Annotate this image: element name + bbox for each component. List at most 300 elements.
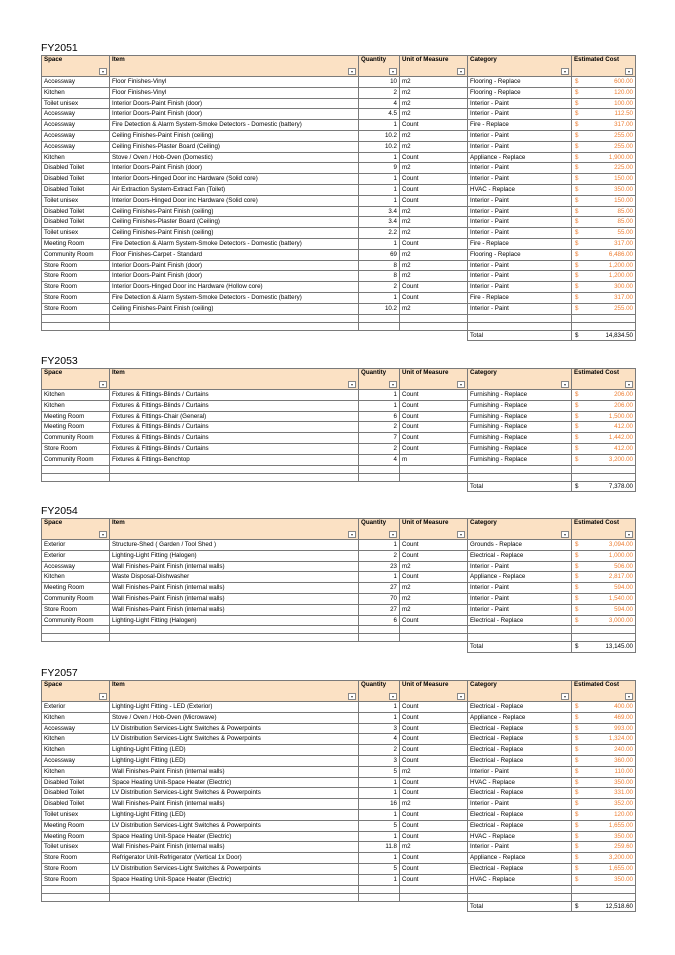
blank-cell (400, 314, 468, 322)
table-cell: Electrical - Replace (468, 723, 572, 734)
column-header (42, 369, 110, 390)
quantity-cell: 2.2 (359, 228, 400, 239)
cost-value: 206.00 (614, 401, 633, 409)
quantity-cell: 10.2 (359, 303, 400, 314)
table-row (42, 195, 636, 206)
table-row (42, 755, 636, 766)
table-cell: Electrical - Replace (468, 702, 572, 713)
column-header (42, 681, 110, 702)
table-cell: Ceiling Finishes-Plaster Board (Ceiling) (110, 141, 359, 152)
table-cell: LV Distribution Services-Light Switches & Powerpoints (110, 723, 359, 734)
section-fy2053 (41, 355, 635, 492)
currency-symbol: $ (575, 304, 579, 312)
quantity-cell: 2 (359, 745, 400, 756)
table-cell: m2 (400, 163, 468, 174)
filter-dropdown-icon[interactable]: ▾ (99, 531, 107, 538)
column-header-label: Estimated Cost (574, 519, 620, 526)
table-cell: Interior Doors-Hinged Door inc Hardware (Solid core) (110, 195, 359, 206)
currency-symbol: $ (575, 584, 579, 592)
estimated-cost-cell (572, 443, 636, 454)
filter-dropdown-icon[interactable]: ▾ (389, 68, 397, 75)
table-cell: Community Room (42, 249, 110, 260)
filter-dropdown-icon[interactable]: ▾ (625, 531, 633, 538)
table-cell: Fixtures & Fittings-Benchtop (110, 454, 359, 465)
cost-value: 100.00 (614, 99, 633, 107)
blank-cell (110, 314, 359, 322)
filter-dropdown-icon[interactable]: ▾ (99, 693, 107, 700)
cost-value: 412.00 (614, 444, 633, 452)
table-cell: m2 (400, 842, 468, 853)
table-cell: Appliance - Replace (468, 712, 572, 723)
currency-symbol: $ (575, 616, 579, 624)
table-cell: Electrical - Replace (468, 734, 572, 745)
filter-dropdown-icon[interactable]: ▾ (348, 381, 356, 388)
filter-dropdown-icon[interactable]: ▾ (561, 693, 569, 700)
table-row (42, 583, 636, 594)
estimated-cost-cell (572, 292, 636, 303)
quantity-cell: 1 (359, 152, 400, 163)
table-cell: Lighting-Light Fitting (Halogen) (110, 615, 359, 626)
table-cell: HVAC - Replace (468, 874, 572, 885)
blank-cell (400, 465, 468, 473)
table-cell: m2 (400, 260, 468, 271)
empty-cell (400, 642, 468, 653)
quantity-cell: 1 (359, 238, 400, 249)
cost-value: 317.00 (614, 121, 633, 129)
estimated-cost-cell (572, 238, 636, 249)
filter-dropdown-icon[interactable]: ▾ (389, 531, 397, 538)
estimated-cost-cell (572, 561, 636, 572)
table-cell: Disabled Toilet (42, 777, 110, 788)
currency-symbol: $ (575, 864, 579, 872)
currency-symbol: $ (575, 746, 579, 754)
total-value (572, 642, 636, 653)
estimated-cost-cell (572, 98, 636, 109)
column-header-label: Quantity (361, 56, 387, 63)
currency-symbol: $ (575, 713, 579, 721)
table-cell: LV Distribution Services-Light Switches & Powerpoints (110, 734, 359, 745)
table-cell: Accessway (42, 120, 110, 131)
filter-dropdown-icon[interactable]: ▾ (348, 68, 356, 75)
table-cell: Interior - Paint (468, 109, 572, 120)
table-row (42, 820, 636, 831)
cost-value: 55.00 (617, 229, 633, 237)
estimated-cost-cell (572, 422, 636, 433)
table-cell: Refrigerator Unit-Refrigerator (Vertical 1x Door) (110, 853, 359, 864)
currency-symbol: $ (575, 455, 579, 463)
table-cell: Count (400, 540, 468, 551)
filter-dropdown-icon[interactable]: ▾ (99, 68, 107, 75)
table-row (42, 390, 636, 401)
currency-symbol: $ (575, 283, 579, 291)
estimated-cost-cell (572, 77, 636, 88)
filter-dropdown-icon[interactable]: ▾ (625, 693, 633, 700)
column-header (110, 369, 359, 390)
header-row (42, 369, 636, 390)
table-cell: m2 (400, 228, 468, 239)
table-cell: Store Room (42, 282, 110, 293)
quantity-cell: 1 (359, 292, 400, 303)
table-row (42, 282, 636, 293)
blank-cell (42, 322, 110, 330)
cost-value: 1,655.00 (608, 821, 633, 829)
cost-value: 350.00 (614, 875, 633, 883)
cost-value: 150.00 (614, 196, 633, 204)
table-row (42, 723, 636, 734)
filter-dropdown-icon[interactable]: ▾ (99, 381, 107, 388)
table-cell: Lighting-Light Fitting (LED) (110, 745, 359, 756)
table-cell: Furnishing - Replace (468, 454, 572, 465)
total-row (42, 901, 636, 912)
blank-cell (359, 473, 400, 481)
fiscal-year-heading: FY2053 (41, 355, 78, 367)
table-cell: Count (400, 292, 468, 303)
quantity-cell: 2 (359, 550, 400, 561)
table-cell: HVAC - Replace (468, 831, 572, 842)
table-cell: Disabled Toilet (42, 799, 110, 810)
cost-value: 594.00 (614, 584, 633, 592)
table-cell: m2 (400, 249, 468, 260)
blank-cell (359, 322, 400, 330)
table-cell: Electrical - Replace (468, 745, 572, 756)
fiscal-year-heading: FY2054 (41, 505, 78, 517)
table-row (42, 422, 636, 433)
table-cell: Air Extraction System-Extract Fan (Toilet) (110, 184, 359, 195)
currency-symbol: $ (575, 293, 579, 301)
estimated-cost-cell (572, 120, 636, 131)
table-cell: Interior - Paint (468, 141, 572, 152)
empty-cell (110, 481, 359, 492)
table-cell: Community Room (42, 454, 110, 465)
table-cell: m2 (400, 303, 468, 314)
table-cell: m2 (400, 561, 468, 572)
table-cell: Store Room (42, 863, 110, 874)
table-cell: m2 (400, 799, 468, 810)
total-amount: 14,834.50 (605, 331, 633, 339)
estimated-cost-cell (572, 755, 636, 766)
cost-table (41, 518, 636, 653)
column-header (42, 56, 110, 77)
table-row (42, 550, 636, 561)
quantity-cell: 1 (359, 174, 400, 185)
table-cell: Store Room (42, 303, 110, 314)
table-cell: LV Distribution Services-Light Switches & Powerpoints (110, 820, 359, 831)
estimated-cost-cell (572, 87, 636, 98)
column-header (400, 56, 468, 77)
table-cell: Toilet unisex (42, 195, 110, 206)
table-row (42, 120, 636, 131)
table-cell: Interior - Paint (468, 799, 572, 810)
estimated-cost-cell (572, 195, 636, 206)
column-header-label: Unit of Measure (402, 519, 449, 526)
empty-cell (400, 481, 468, 492)
column-header (468, 56, 572, 77)
quantity-cell: 10.2 (359, 130, 400, 141)
table-cell: Furnishing - Replace (468, 422, 572, 433)
filter-dropdown-icon[interactable]: ▾ (625, 381, 633, 388)
quantity-cell: 10.2 (359, 141, 400, 152)
quantity-cell: 1 (359, 540, 400, 551)
estimated-cost-cell (572, 433, 636, 444)
blank-cell (468, 626, 572, 634)
table-cell: Fixtures & Fittings-Blinds / Curtains (110, 422, 359, 433)
currency-symbol: $ (575, 131, 579, 139)
table-cell: m2 (400, 141, 468, 152)
table-cell: m2 (400, 766, 468, 777)
blank-cell (110, 634, 359, 642)
table-cell: Floor Finishes-Carpet - Standard (110, 249, 359, 260)
estimated-cost-cell (572, 184, 636, 195)
table-cell: Accessway (42, 109, 110, 120)
filter-dropdown-icon[interactable]: ▾ (457, 381, 465, 388)
blank-cell (572, 322, 636, 330)
estimated-cost-cell (572, 615, 636, 626)
quantity-cell: 7 (359, 433, 400, 444)
filter-dropdown-icon[interactable]: ▾ (457, 531, 465, 538)
blank-cell (400, 626, 468, 634)
table-row (42, 400, 636, 411)
table-cell: Fire Detection & Alarm System-Smoke Detectors - Domestic (battery) (110, 120, 359, 131)
currency-symbol: $ (575, 229, 579, 237)
table-cell: Interior Doors-Paint Finish (door) (110, 109, 359, 120)
table-row (42, 788, 636, 799)
quantity-cell: 1 (359, 788, 400, 799)
empty-cell (110, 330, 359, 341)
header-row (42, 56, 636, 77)
empty-cell (42, 901, 110, 912)
cost-value: 1,442.00 (608, 434, 633, 442)
column-header (400, 519, 468, 540)
column-header (359, 681, 400, 702)
table-cell: Count (400, 853, 468, 864)
cost-value: 259.60 (614, 843, 633, 851)
quantity-cell: 27 (359, 583, 400, 594)
estimated-cost-cell (572, 593, 636, 604)
table-row (42, 109, 636, 120)
column-header (468, 681, 572, 702)
table-cell: Interior - Paint (468, 228, 572, 239)
blank-cell (468, 885, 572, 893)
estimated-cost-cell (572, 583, 636, 594)
currency-symbol: $ (575, 444, 579, 452)
blank-cell (42, 893, 110, 901)
column-header (572, 56, 636, 77)
table-cell: Interior - Paint (468, 593, 572, 604)
quantity-cell: 8 (359, 271, 400, 282)
table-cell: Kitchen (42, 712, 110, 723)
table-cell: Fixtures & Fittings-Blinds / Curtains (110, 400, 359, 411)
blank-cell (359, 465, 400, 473)
table-cell: m2 (400, 87, 468, 98)
header-row (42, 681, 636, 702)
column-header-label: Unit of Measure (402, 56, 449, 63)
column-header-label: Item (112, 56, 125, 63)
table-cell: Store Room (42, 443, 110, 454)
table-row (42, 184, 636, 195)
blank-cell (42, 634, 110, 642)
filter-dropdown-icon[interactable]: ▾ (457, 68, 465, 75)
table-cell: Interior - Paint (468, 163, 572, 174)
table-cell: Floor Finishes-Vinyl (110, 77, 359, 88)
column-header-label: Estimated Cost (574, 681, 620, 688)
currency-symbol: $ (575, 207, 579, 215)
cost-value: 300.00 (614, 283, 633, 291)
total-row (42, 330, 636, 341)
table-row (42, 842, 636, 853)
quantity-cell: 69 (359, 249, 400, 260)
currency-symbol: $ (575, 78, 579, 85)
table-row (42, 77, 636, 88)
blank-cell (400, 893, 468, 901)
cost-value: 120.00 (614, 810, 633, 818)
quantity-cell: 1 (359, 184, 400, 195)
table-cell: Disabled Toilet (42, 163, 110, 174)
filter-dropdown-icon[interactable]: ▾ (389, 381, 397, 388)
currency-symbol: $ (575, 99, 579, 107)
section-fy2054 (41, 505, 635, 653)
empty-cell (110, 642, 359, 653)
table-cell: Interior Doors-Paint Finish (door) (110, 260, 359, 271)
column-header (110, 519, 359, 540)
table-cell: Fixtures & Fittings-Blinds / Curtains (110, 390, 359, 401)
blank-cell (400, 634, 468, 642)
table-cell: LV Distribution Services-Light Switches & Powerpoints (110, 788, 359, 799)
cost-value: 1,324.00 (608, 735, 633, 743)
cost-value: 317.00 (614, 239, 633, 247)
table-cell: Flooring - Replace (468, 77, 572, 88)
currency-symbol: $ (575, 832, 579, 840)
blank-cell (468, 893, 572, 901)
estimated-cost-cell (572, 163, 636, 174)
blank-cell (110, 465, 359, 473)
estimated-cost-cell (572, 777, 636, 788)
currency-symbol: $ (575, 703, 579, 710)
estimated-cost-cell (572, 141, 636, 152)
table-cell: Appliance - Replace (468, 853, 572, 864)
quantity-cell: 2 (359, 443, 400, 454)
table-cell: Fixtures & Fittings-Chair (General) (110, 411, 359, 422)
table-cell: Interior - Paint (468, 583, 572, 594)
table-cell: Appliance - Replace (468, 152, 572, 163)
filter-dropdown-icon[interactable]: ▾ (457, 693, 465, 700)
filter-dropdown-icon[interactable]: ▾ (561, 381, 569, 388)
column-header-label: Quantity (361, 519, 387, 526)
table-cell: Fire Detection & Alarm System-Smoke Detectors - Domestic (battery) (110, 292, 359, 303)
estimated-cost-cell (572, 540, 636, 551)
table-row (42, 604, 636, 615)
table-cell: Count (400, 712, 468, 723)
table-cell: Furnishing - Replace (468, 443, 572, 454)
table-row (42, 303, 636, 314)
column-header (400, 681, 468, 702)
table-cell: Interior - Paint (468, 260, 572, 271)
empty-cell (359, 642, 400, 653)
table-cell: Floor Finishes-Vinyl (110, 87, 359, 98)
table-cell: Toilet unisex (42, 98, 110, 109)
table-row (42, 271, 636, 282)
cost-value: 240.00 (614, 746, 633, 754)
table-cell: Kitchen (42, 390, 110, 401)
cost-value: 3,200.00 (608, 455, 633, 463)
table-cell: Interior - Paint (468, 195, 572, 206)
blank-cell (42, 473, 110, 481)
table-cell: Count (400, 572, 468, 583)
table-cell: Kitchen (42, 766, 110, 777)
currency-symbol: $ (575, 767, 579, 775)
estimated-cost-cell (572, 745, 636, 756)
estimated-cost-cell (572, 842, 636, 853)
table-cell: Store Room (42, 604, 110, 615)
table-cell: Meeting Room (42, 583, 110, 594)
empty-cell (359, 481, 400, 492)
column-header-label: Estimated Cost (574, 56, 620, 63)
estimated-cost-cell (572, 390, 636, 401)
estimated-cost-cell (572, 799, 636, 810)
filter-dropdown-icon[interactable]: ▾ (348, 531, 356, 538)
table-cell: LV Distribution Services-Light Switches & Powerpoints (110, 863, 359, 874)
blank-cell (468, 473, 572, 481)
table-cell: Disabled Toilet (42, 184, 110, 195)
column-header-label: Category (470, 56, 497, 63)
table-cell: Store Room (42, 292, 110, 303)
table-row (42, 130, 636, 141)
table-cell: Community Room (42, 615, 110, 626)
blank-row (42, 322, 636, 330)
table-cell: Interior - Paint (468, 561, 572, 572)
table-cell: Wall Finishes-Paint Finish (internal walls) (110, 604, 359, 615)
currency-symbol: $ (575, 643, 579, 651)
cost-value: 1,000.00 (608, 551, 633, 559)
empty-cell (110, 901, 359, 912)
filter-dropdown-icon[interactable]: ▾ (561, 531, 569, 538)
estimated-cost-cell (572, 130, 636, 141)
total-label: Total (468, 481, 572, 492)
quantity-cell: 3.4 (359, 206, 400, 217)
currency-symbol: $ (575, 724, 579, 732)
table-row (42, 292, 636, 303)
estimated-cost-cell (572, 282, 636, 293)
cost-value: 412.00 (614, 423, 633, 431)
filter-dropdown-icon[interactable]: ▾ (561, 68, 569, 75)
filter-dropdown-icon[interactable]: ▾ (625, 68, 633, 75)
currency-symbol: $ (575, 551, 579, 559)
quantity-cell: 1 (359, 195, 400, 206)
cost-value: 150.00 (614, 175, 633, 183)
filter-dropdown-icon[interactable]: ▾ (389, 693, 397, 700)
table-cell: Interior - Paint (468, 766, 572, 777)
blank-cell (400, 473, 468, 481)
blank-row (42, 314, 636, 322)
table-cell: Count (400, 820, 468, 831)
cost-value: 352.00 (614, 800, 633, 808)
cost-value: 225.00 (614, 164, 633, 172)
table-row (42, 206, 636, 217)
table-cell: Disabled Toilet (42, 174, 110, 185)
currency-symbol: $ (575, 218, 579, 226)
table-cell: m2 (400, 206, 468, 217)
blank-cell (359, 885, 400, 893)
table-cell: Count (400, 809, 468, 820)
currency-symbol: $ (575, 239, 579, 247)
cost-value: 594.00 (614, 605, 633, 613)
table-cell: Structure-Shed ( Garden / Tool Shed ) (110, 540, 359, 551)
quantity-cell: 23 (359, 561, 400, 572)
cost-value: 120.00 (614, 88, 633, 96)
filter-dropdown-icon[interactable]: ▾ (348, 693, 356, 700)
table-row (42, 163, 636, 174)
cost-value: 255.00 (614, 304, 633, 312)
table-cell: Fire - Replace (468, 120, 572, 131)
